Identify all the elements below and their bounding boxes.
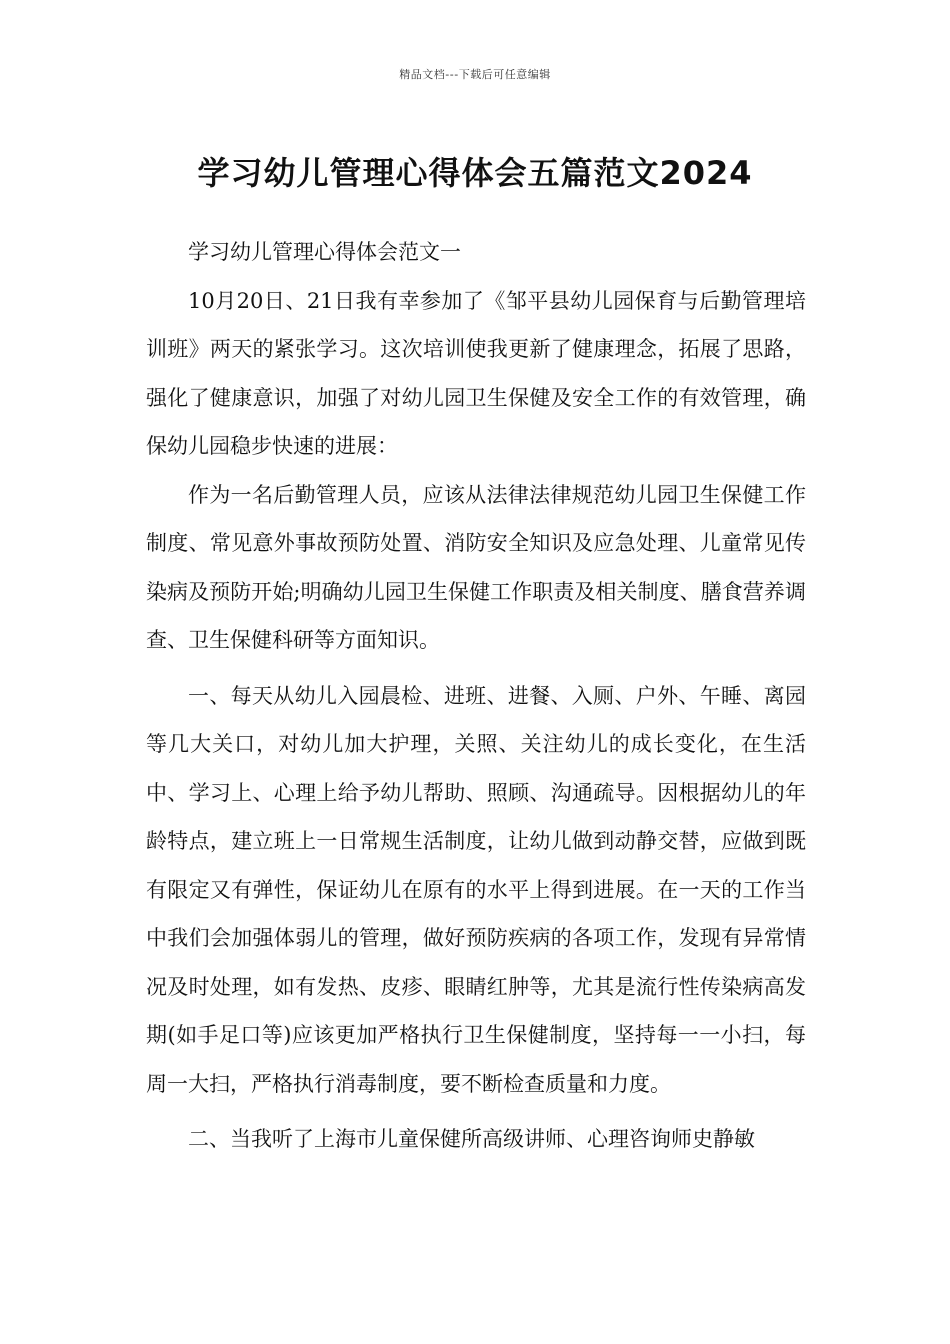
document-title: 学习幼儿管理心得体会五篇范文2024	[197, 154, 753, 193]
paragraph: 二、当我听了上海市儿童保健所高级讲师、心理咨询师史静敏	[188, 1127, 755, 1151]
paragraph: 作为一名后勤管理人员，应该从法律法律规范幼儿园卫生保健工作制度、常见意外事故预防处置、消防安全知识及应急处理、儿童常见传染病及预防开始;明确幼儿园卫生保健工作职责及相关制度、膳食营养调查、卫生保健科研等方面知识。	[146, 482, 806, 652]
paragraph: 一、每天从幼儿入园晨检、进班、进餐、入厕、户外、午睡、离园等几大关口，对幼儿加大护理，关照、关注幼儿的成长变化，在生活中、学习上、心理上给予幼儿帮助、照顾、沟通疏导。因根据幼儿的年龄特点，建立班上一日常规生活制度，让幼儿做到动静交替，应做到既有限定又有弹性，保证幼儿在原有的水平上得到进展。在一天的工作当中我们会加强体弱儿的管理，做好预防疾病的各项工作，发现有异常情况及时处理，如有发热、皮疹、眼睛红肿等，尤其是流行性传染病高发期(如手足口等)应该更加严格执行卫生保健制度，坚持每一一小扫，每周一大扫，严格执行消毒制度，要不断检查质量和力度。	[146, 683, 806, 1096]
document-body	[146, 228, 806, 1164]
section-heading: 学习幼儿管理心得体会范文一	[188, 240, 461, 264]
page-header: 精品文档---下载后可任意编辑	[399, 68, 551, 81]
paragraph: 10月20日、21日我有幸参加了《邹平县幼儿园保育与后勤管理培训班》两天的紧张学习。这次培训使我更新了健康理念，拓展了思路，强化了健康意识，加强了对幼儿园卫生保健及安全工作的有效管理，确保幼儿园稳步快速的进展：	[146, 288, 806, 458]
